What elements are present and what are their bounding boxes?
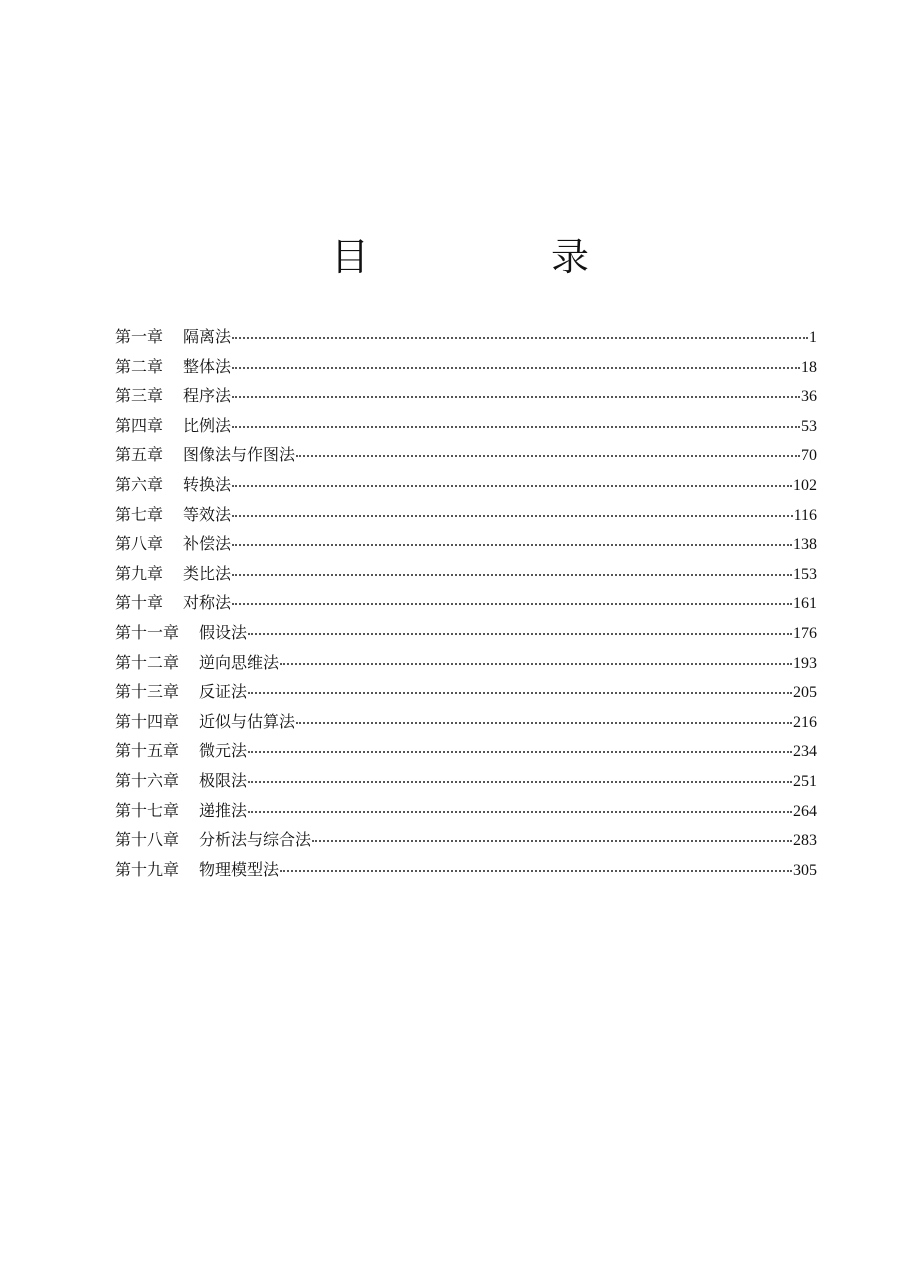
page-number: 102 [793, 476, 817, 494]
chapter-number: 第十八章 [115, 830, 180, 850]
chapter-title: 图像法与作图法 [183, 445, 296, 465]
chapter-number: 第二章 [115, 356, 164, 376]
page-number: 283 [793, 832, 817, 850]
page-number: 264 [793, 802, 817, 820]
chapter-title: 逆向思维法 [199, 652, 280, 672]
dot-leader [232, 562, 792, 576]
toc-entry[interactable] [115, 707, 817, 737]
chapter-title: 分析法与综合法 [199, 830, 312, 850]
dot-leader [232, 414, 800, 428]
toc-entry[interactable] [115, 736, 817, 766]
page-title: 目 录 [330, 235, 661, 280]
chapter-title: 比例法 [183, 415, 232, 435]
chapter-title: 物理模型法 [199, 859, 280, 879]
chapter-number: 第八章 [115, 534, 164, 554]
dot-leader [248, 769, 792, 783]
chapter-number: 第十一章 [115, 622, 180, 642]
chapter-title: 转换法 [183, 474, 232, 494]
page-number: 176 [793, 624, 817, 642]
toc-entry[interactable] [115, 855, 817, 885]
page-number: 138 [793, 536, 817, 554]
chapter-number: 第十五章 [115, 741, 180, 761]
toc-entry[interactable] [115, 618, 817, 648]
dot-leader [232, 384, 800, 398]
toc-entry[interactable] [115, 529, 817, 559]
page-number: 1 [809, 329, 817, 346]
chapter-number: 第十二章 [115, 652, 180, 672]
page-number: 153 [793, 565, 817, 583]
dot-leader [232, 591, 792, 605]
chapter-number: 第十四章 [115, 711, 180, 731]
toc-entry[interactable] [115, 381, 817, 411]
dot-leader [232, 503, 793, 517]
page-number: 161 [793, 595, 817, 613]
chapter-title: 程序法 [183, 386, 232, 406]
dot-leader [280, 651, 792, 665]
page-number: 251 [793, 772, 817, 790]
page-number: 53 [801, 417, 817, 435]
toc-entry[interactable] [115, 500, 817, 530]
chapter-title: 近似与估算法 [199, 711, 296, 731]
chapter-title: 递推法 [199, 800, 248, 820]
page-number: 36 [801, 388, 817, 406]
toc-entry[interactable] [115, 411, 817, 441]
dot-leader [248, 739, 792, 753]
dot-leader [296, 443, 800, 457]
toc-entry[interactable] [115, 322, 817, 352]
dot-leader [248, 621, 792, 635]
page-number: 18 [801, 358, 817, 376]
chapter-title: 补偿法 [183, 534, 232, 554]
page-number: 305 [793, 861, 817, 879]
dot-leader [248, 799, 792, 813]
chapter-title: 微元法 [199, 741, 248, 761]
dot-leader [232, 473, 792, 487]
page-number: 193 [793, 654, 817, 672]
chapter-number: 第三章 [115, 386, 164, 406]
chapter-number: 第十章 [115, 593, 164, 613]
dot-leader [312, 828, 792, 842]
toc-entry[interactable] [115, 766, 817, 796]
page-number: 70 [801, 447, 817, 465]
chapter-title: 假设法 [199, 622, 248, 642]
chapter-number: 第十六章 [115, 770, 180, 790]
chapter-number: 第七章 [115, 504, 164, 524]
chapter-number: 第十三章 [115, 682, 180, 702]
page-number: 234 [793, 743, 817, 761]
chapter-title: 隔离法 [183, 327, 232, 346]
toc-entry[interactable] [115, 470, 817, 500]
chapter-title: 反证法 [199, 682, 248, 702]
chapter-number: 第一章 [115, 327, 164, 346]
page-number: 205 [793, 684, 817, 702]
dot-leader [296, 710, 792, 724]
toc-entry[interactable] [115, 825, 817, 855]
dot-leader [232, 355, 800, 369]
chapter-number: 第九章 [115, 563, 164, 583]
toc-entry[interactable] [115, 588, 817, 618]
dot-leader [248, 680, 792, 694]
toc-entry[interactable] [115, 352, 817, 382]
chapter-number: 第十九章 [115, 859, 180, 879]
chapter-title: 极限法 [199, 770, 248, 790]
chapter-title: 等效法 [183, 504, 232, 524]
page-number: 116 [793, 506, 817, 524]
dot-leader [280, 858, 792, 872]
toc-entry[interactable] [115, 648, 817, 678]
dot-leader [232, 532, 792, 546]
chapter-title: 类比法 [183, 563, 232, 583]
chapter-number: 第四章 [115, 415, 164, 435]
chapter-title: 对称法 [183, 593, 232, 613]
toc-entry[interactable] [115, 796, 817, 826]
chapter-number: 第五章 [115, 445, 164, 465]
toc-entry[interactable] [115, 677, 817, 707]
table-of-contents [115, 322, 817, 884]
chapter-number: 第六章 [115, 474, 164, 494]
toc-entry[interactable] [115, 440, 817, 470]
chapter-number: 第十七章 [115, 800, 180, 820]
chapter-title: 整体法 [183, 356, 232, 376]
dot-leader [232, 325, 808, 339]
page-number: 216 [793, 713, 817, 731]
toc-entry[interactable] [115, 559, 817, 589]
